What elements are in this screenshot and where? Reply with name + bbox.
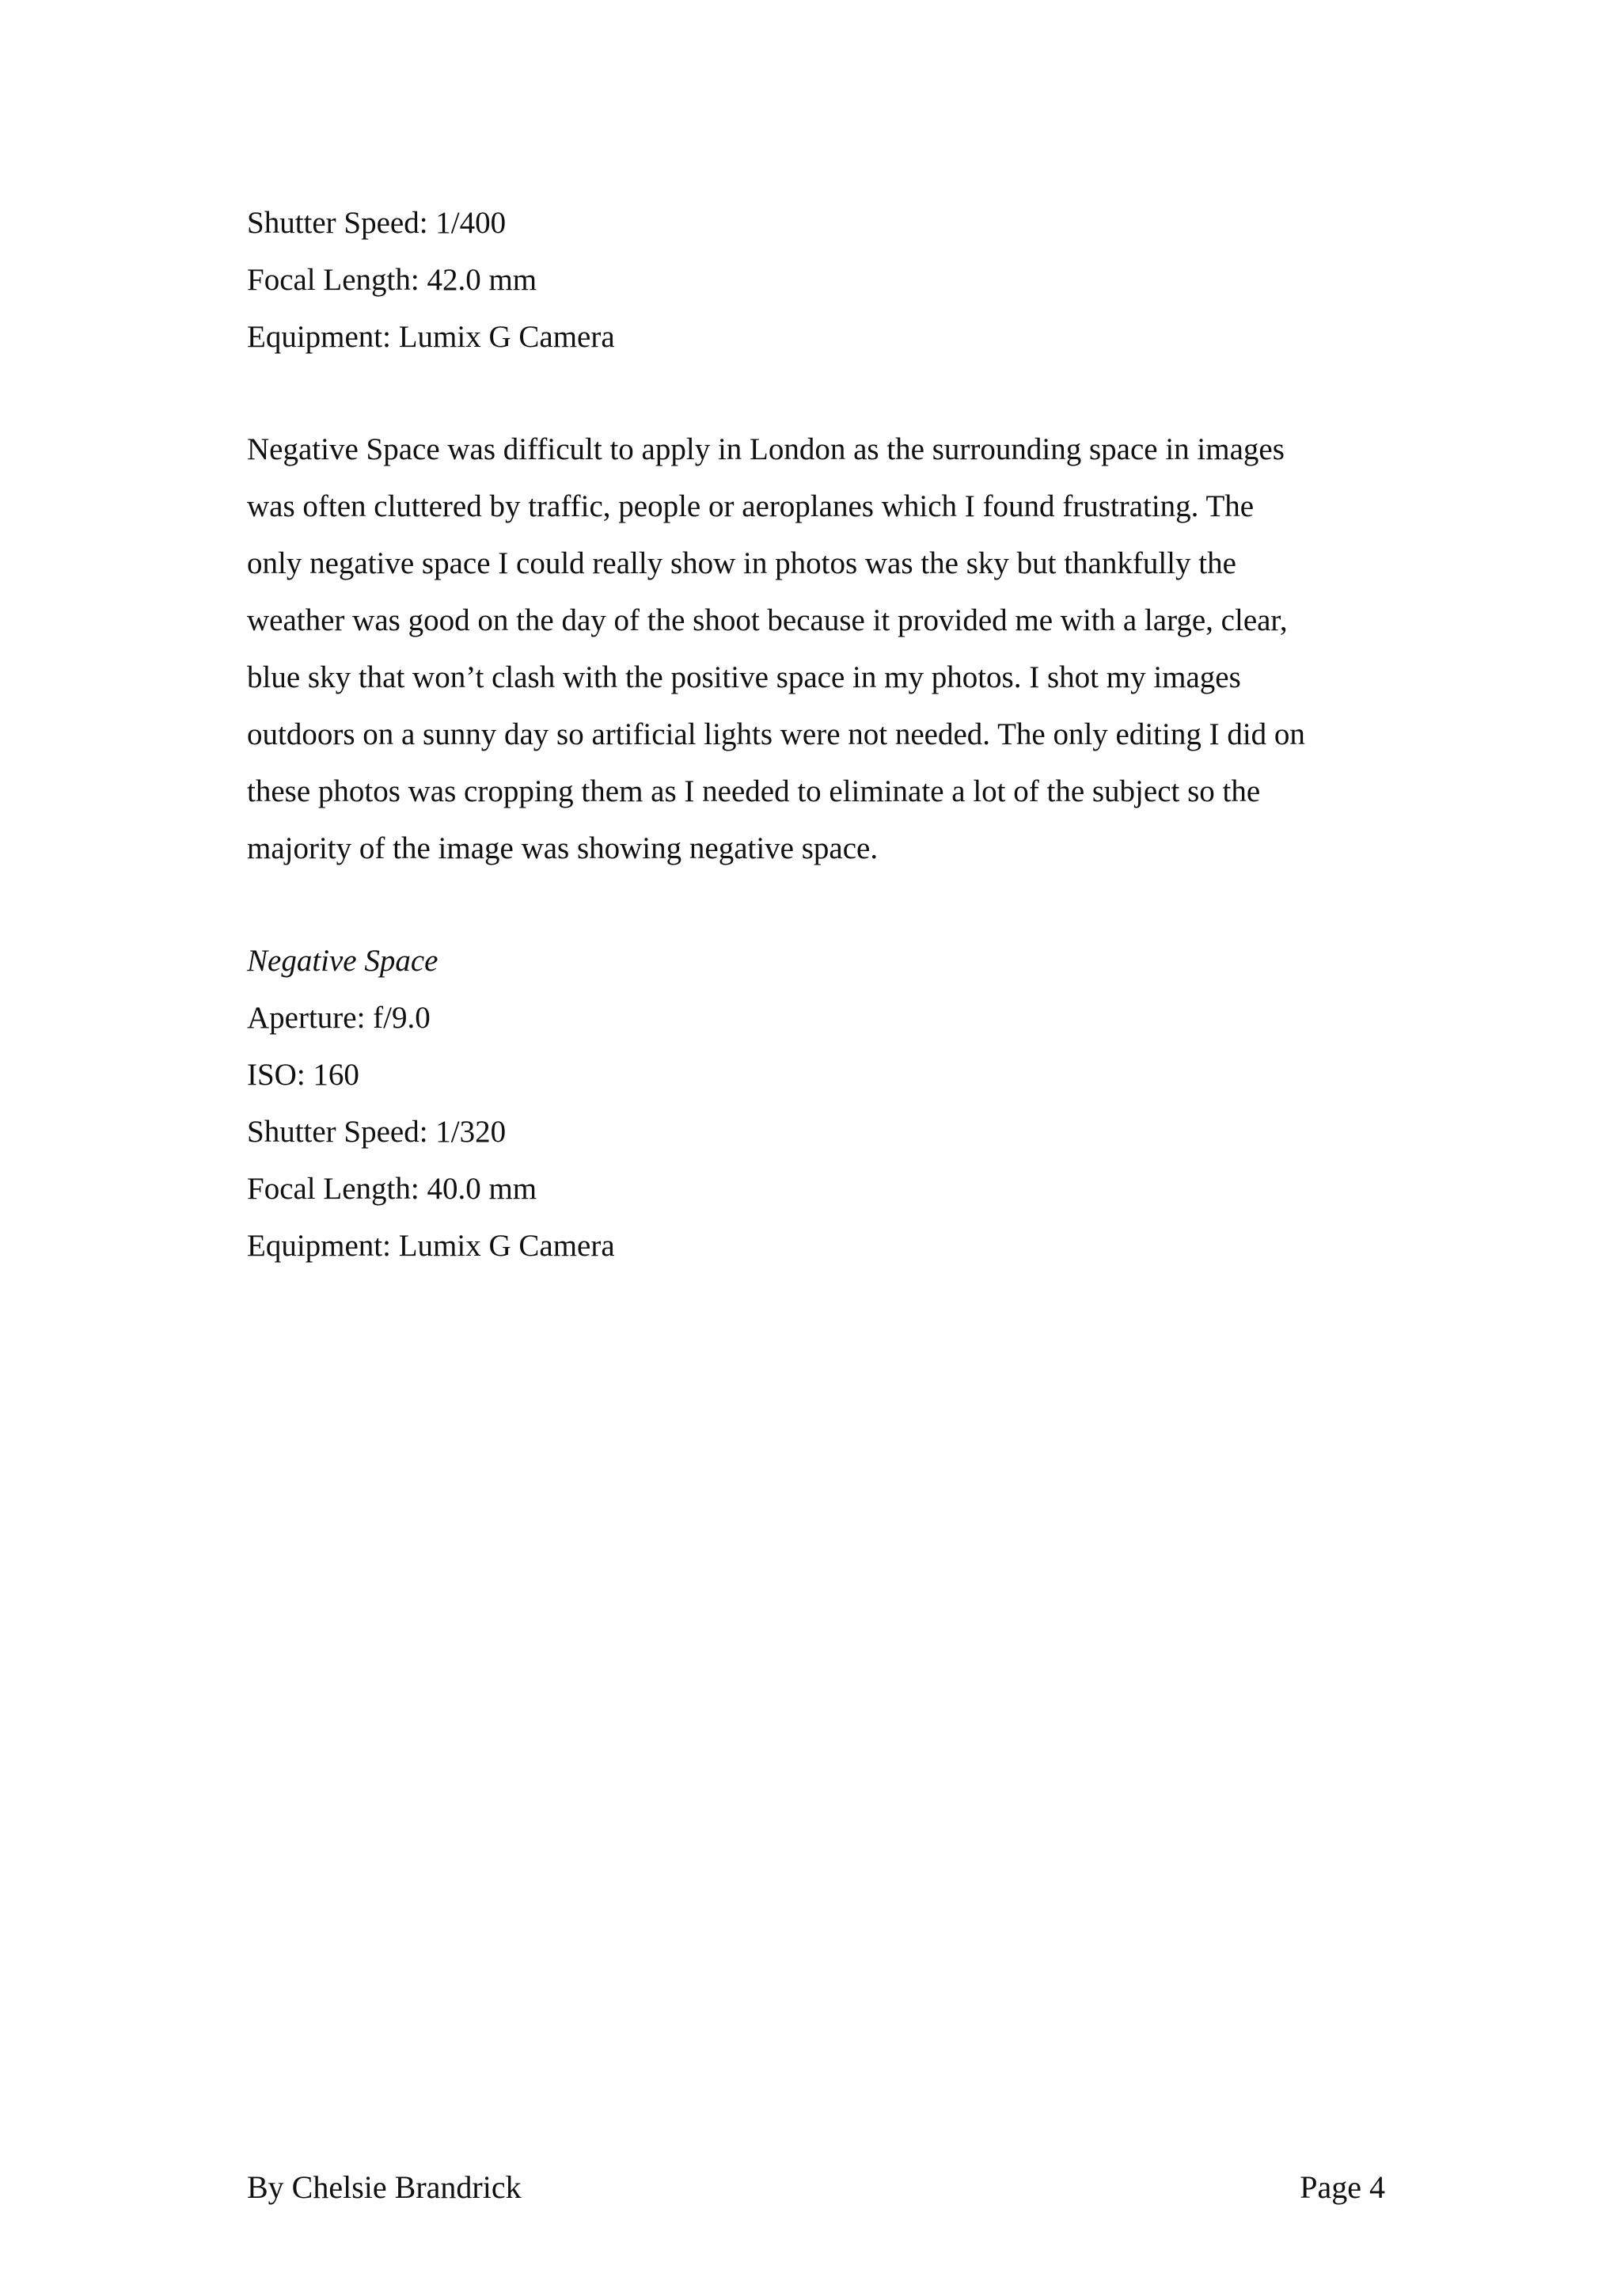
focal-length-line: Focal Length: 40.0 mm: [247, 1172, 537, 1206]
spacer: [247, 366, 1387, 421]
footer-page-number: Page 4: [1300, 2169, 1385, 2205]
section-title: Negative Space: [247, 944, 438, 978]
shutter-speed-line: Shutter Speed: 1/320: [247, 1115, 507, 1149]
page-content: [247, 195, 1387, 1275]
shutter-speed-line: Shutter Speed: 1/400: [247, 206, 507, 240]
paragraph-line: was often cluttered by traffic, people or aeroplanes which I found frustrating. The: [247, 489, 1255, 523]
paragraph-line: these photos was cropping them as I needed to eliminate a lot of the subject so the: [247, 774, 1261, 808]
camera-settings-block-2: [247, 933, 1387, 1275]
equipment-line: Equipment: Lumix G Camera: [247, 320, 615, 354]
camera-settings-block-1: [247, 195, 1387, 366]
paragraph-line: outdoors on a sunny day so artificial lights were not needed. The only editing I did on: [247, 717, 1305, 751]
paragraph-line: blue sky that won’t clash with the positive space in my photos. I shot my images: [247, 660, 1241, 694]
focal-length-line: Focal Length: 42.0 mm: [247, 263, 537, 297]
paragraph-line: only negative space I could really show in photos was the sky but thankfully the: [247, 546, 1236, 580]
paragraph-line: Negative Space was difficult to apply in London as the surrounding space in images: [247, 432, 1285, 466]
iso-line: ISO: 160: [247, 1058, 359, 1092]
body-paragraph: [247, 421, 1387, 877]
spacer: [247, 877, 1387, 933]
paragraph-line: majority of the image was showing negative space.: [247, 831, 879, 865]
paragraph-line: weather was good on the day of the shoot because it provided me with a large, clear,: [247, 603, 1288, 637]
aperture-line: Aperture: f/9.0: [247, 1001, 431, 1035]
footer-author: By Chelsie Brandrick: [247, 2169, 522, 2205]
equipment-line: Equipment: Lumix G Camera: [247, 1229, 615, 1263]
